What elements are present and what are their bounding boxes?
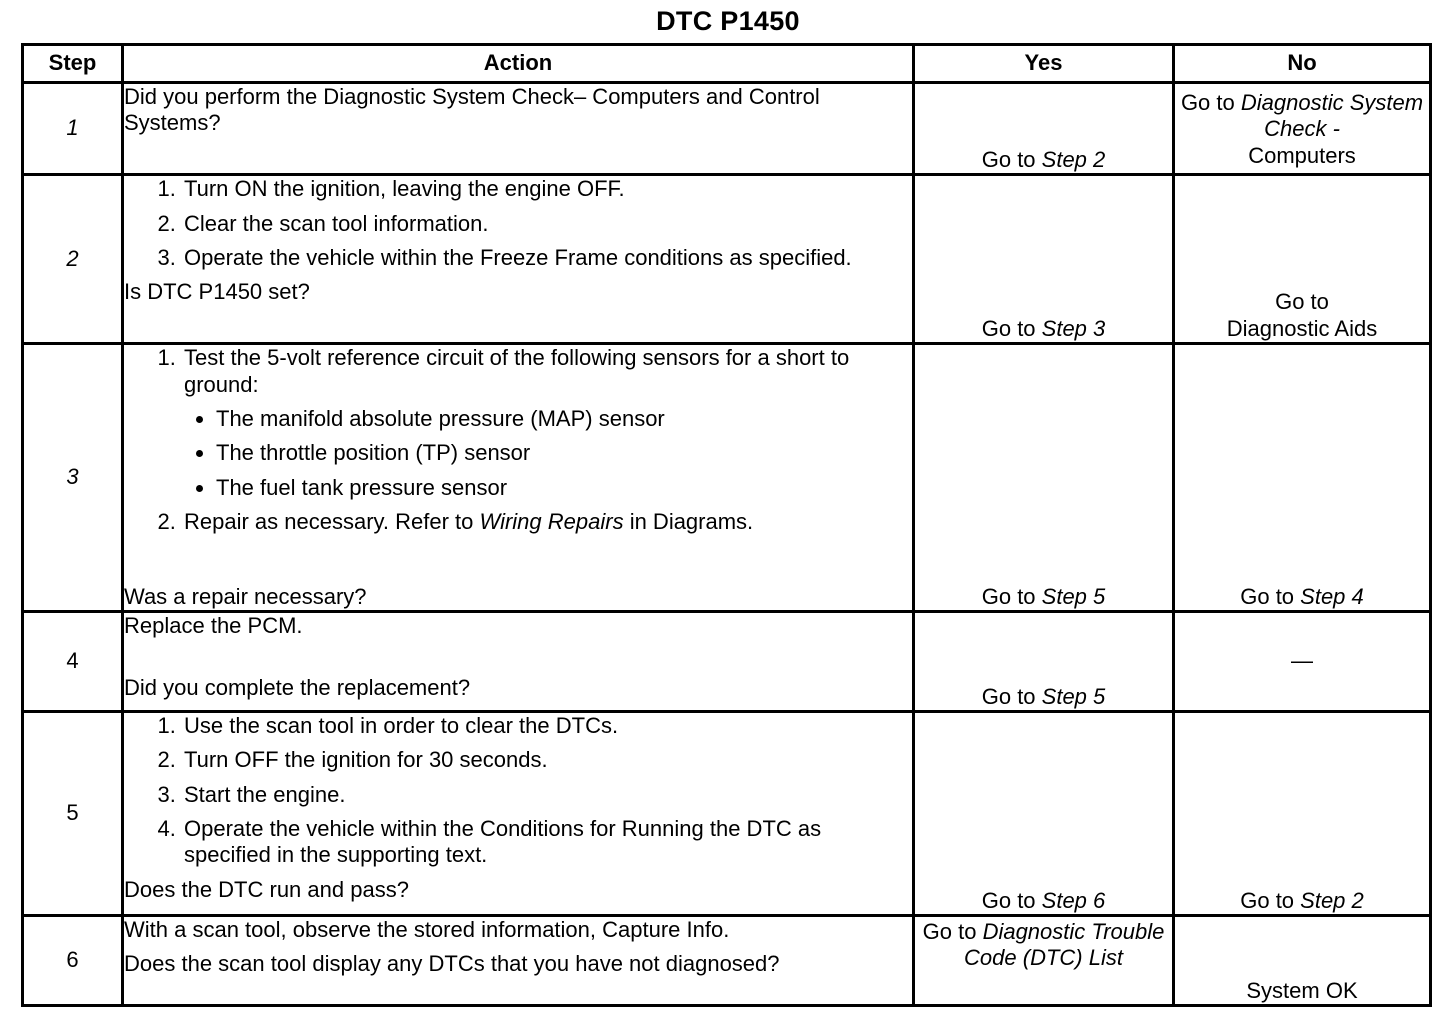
action-text: Replace the PCM. — [124, 612, 303, 638]
yes-link[interactable]: Step 3 — [1041, 315, 1106, 341]
action-step-text: Test the 5-volt reference circuit of the following sensors for a short to ground: — [184, 345, 850, 397]
yes-prefix: Go to — [981, 887, 1042, 913]
header-yes: Yes — [914, 45, 1174, 83]
page-title: DTC P1450 — [656, 6, 800, 36]
action-step: 3. Operate the vehicle within the Freeze Frame conditions as specified. — [182, 245, 912, 271]
yes-prefix: Go to — [981, 683, 1042, 709]
sensor-list-item: • The throttle position (TP) sensor — [216, 440, 912, 466]
action-step: 1. Use the scan tool in order to clear the DTCs. — [182, 713, 912, 739]
header-no: No — [1174, 45, 1431, 83]
action-step — [182, 345, 912, 501]
action-question: Did you complete the replacement? — [124, 675, 471, 701]
yes-link[interactable]: Diagnostic Trouble Code (DTC) List — [964, 918, 1165, 971]
yes-prefix: Go to — [981, 315, 1042, 341]
no-link[interactable]: Diagnostic Aids — [1226, 315, 1378, 341]
no-dash: — — [1291, 648, 1313, 674]
action-cell — [123, 83, 914, 175]
table-row-step-4 — [23, 611, 1431, 711]
no-cell — [1174, 915, 1431, 1005]
header-step: Step — [23, 45, 123, 83]
no-cell — [1174, 83, 1431, 175]
action-question: Is DTC P1450 set? — [124, 279, 310, 305]
yes-prefix: Go to — [922, 918, 983, 944]
header-action: Action — [123, 45, 914, 83]
action-question: Does the DTC run and pass? — [124, 876, 409, 902]
yes-prefix: Go to — [981, 146, 1042, 172]
action-step-text: Repair as necessary. Refer to — [184, 509, 480, 535]
yes-cell — [914, 611, 1174, 711]
action-steps — [124, 713, 912, 869]
no-link[interactable]: Step 4 — [1300, 583, 1364, 609]
action-cell — [123, 611, 914, 711]
header-row — [23, 45, 1431, 83]
step-number: 3 — [23, 344, 123, 612]
no-prefix: Go to — [1240, 887, 1301, 913]
no-text: System OK — [1246, 977, 1358, 1003]
step-number: 1 — [23, 83, 123, 175]
no-line-1: Go to — [1275, 289, 1329, 315]
table-row-step-1 — [23, 83, 1431, 175]
step-number: 4 — [23, 611, 123, 711]
step-number: 6 — [23, 915, 123, 1005]
dtc-procedure-table — [21, 43, 1432, 1007]
yes-cell — [914, 915, 1174, 1005]
yes-link[interactable]: Step 2 — [1041, 146, 1106, 172]
step-number: 2 — [23, 175, 123, 344]
action-cell — [123, 344, 914, 612]
yes-cell — [914, 83, 1174, 175]
yes-cell — [914, 175, 1174, 344]
yes-cell — [914, 344, 1174, 612]
no-link[interactable]: Step 2 — [1300, 887, 1364, 913]
no-prefix: Go to — [1240, 583, 1301, 609]
action-step — [182, 509, 912, 535]
table-row-step-3 — [23, 344, 1431, 612]
yes-prefix: Go to — [981, 583, 1042, 609]
no-prefix: Go to — [1180, 90, 1241, 115]
yes-cell — [914, 711, 1174, 915]
table-row-step-6 — [23, 915, 1431, 1005]
yes-link[interactable]: Step 6 — [1041, 887, 1106, 913]
action-question: Was a repair necessary? — [124, 583, 367, 609]
action-cell — [123, 915, 914, 1005]
no-suffix: Computers — [1248, 142, 1356, 168]
action-step: 3. Start the engine. — [182, 782, 912, 808]
sensor-list-item: • The fuel tank pressure sensor — [216, 475, 912, 501]
no-cell — [1174, 611, 1431, 711]
action-text: With a scan tool, observe the stored information, Capture Info. — [124, 916, 730, 942]
sensor-list-item: • The manifold absolute pressure (MAP) sensor — [216, 406, 912, 432]
table-row-step-2 — [23, 175, 1431, 344]
action-cell — [123, 175, 914, 344]
sensor-list — [184, 406, 912, 501]
action-step-suffix: in Diagrams. — [623, 509, 754, 535]
step-number: 5 — [23, 711, 123, 915]
table-row-step-5 — [23, 711, 1431, 915]
action-text: Did you perform the Diagnostic System Check– Computers and Control Systems? — [124, 84, 820, 136]
no-cell — [1174, 175, 1431, 344]
action-cell — [123, 711, 914, 915]
no-cell — [1174, 711, 1431, 915]
action-step: 2. Turn OFF the ignition for 30 seconds. — [182, 747, 912, 773]
action-step: 2. Clear the scan tool information. — [182, 211, 912, 237]
yes-link[interactable]: Step 5 — [1041, 683, 1106, 709]
action-question: Does the scan tool display any DTCs that you have not diagnosed? — [124, 951, 780, 977]
action-steps — [124, 176, 912, 271]
wiring-repairs-link[interactable]: Wiring Repairs — [479, 509, 624, 535]
action-steps — [124, 345, 912, 535]
action-step: 1. Turn ON the ignition, leaving the engine OFF. — [182, 176, 912, 202]
yes-link[interactable]: Step 5 — [1041, 583, 1106, 609]
action-step: 4. Operate the vehicle within the Conditions for Running the DTC as specified in the supporting text. — [182, 816, 912, 869]
no-cell — [1174, 344, 1431, 612]
no-link[interactable]: Diagnostic System Check - — [1240, 90, 1424, 142]
